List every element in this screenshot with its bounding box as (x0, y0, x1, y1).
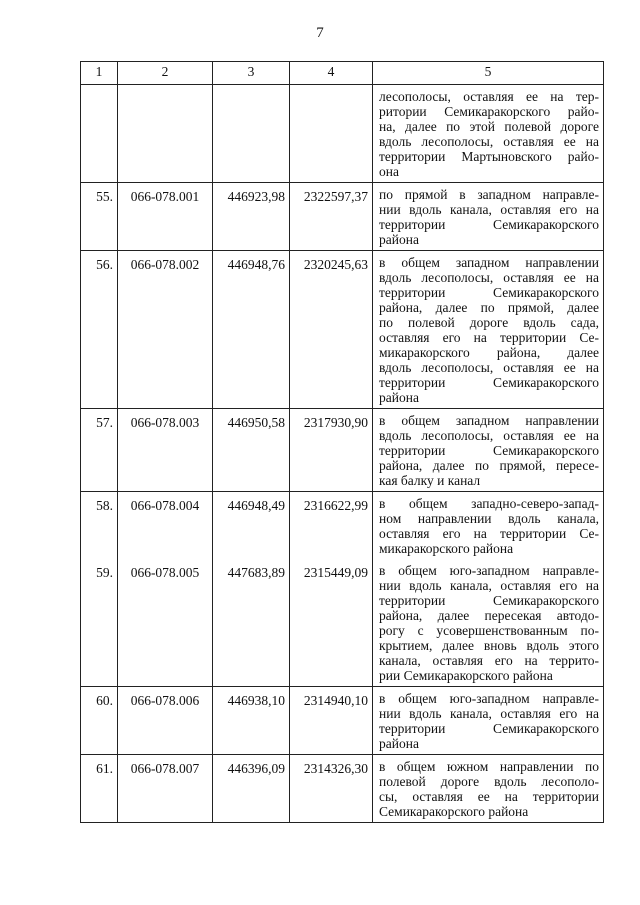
description-cell (373, 559, 604, 687)
description-line: вдоль лесополосы, оставляя ее на (379, 134, 599, 149)
page-number: 7 (316, 25, 324, 41)
description-line: в общем западном направлении (379, 255, 599, 270)
description-line: в общем юго-западном направле- (379, 563, 599, 578)
description-line: территории Семикаракорского (379, 285, 599, 300)
description-line: Семикаракорского района (379, 804, 529, 819)
description-line: района (379, 736, 419, 751)
column-header: 4 (290, 62, 373, 85)
table-row (81, 755, 604, 823)
table-row (81, 559, 604, 687)
coordinate-x-cell: 447683,89 (213, 559, 290, 687)
coordinate-y-cell: 2314940,10 (290, 687, 373, 755)
table-row (81, 409, 604, 492)
coordinate-y-cell (290, 85, 373, 183)
row-number-cell: 60. (81, 687, 118, 755)
table-row (81, 85, 604, 183)
description-cell (373, 251, 604, 409)
column-header: 1 (81, 62, 118, 85)
description-line: вдоль лесополосы, оставляя ее на (379, 360, 599, 375)
description-line: лесополосы, оставляя ее на тер- (379, 89, 599, 104)
description-line: микаракорского района (379, 541, 514, 556)
coordinate-x-cell: 446950,58 (213, 409, 290, 492)
description-line: кая балку и канал (379, 473, 481, 488)
coordinate-x-cell: 446948,49 (213, 492, 290, 560)
description-line: вдоль лесополосы, оставляя ее на (379, 270, 599, 285)
table-row (81, 251, 604, 409)
row-number-cell: 58. (81, 492, 118, 560)
table-row (81, 183, 604, 251)
description-line: оставляя его на территории Се- (379, 526, 599, 541)
description-line: в общем юго-западном направле- (379, 691, 599, 706)
description-line: микаракорского района, далее (379, 345, 599, 360)
row-number-cell: 61. (81, 755, 118, 823)
description-line: вдоль лесополосы, оставляя ее на (379, 428, 599, 443)
coordinate-y-cell: 2314326,30 (290, 755, 373, 823)
description-line: по прямой в западном направле- (379, 187, 599, 202)
description-line: территории Семикаракорского (379, 375, 599, 390)
coordinate-y-cell: 2317930,90 (290, 409, 373, 492)
column-header: 5 (373, 62, 604, 85)
table-row (81, 492, 604, 560)
description-cell (373, 687, 604, 755)
coordinate-y-cell: 2315449,09 (290, 559, 373, 687)
point-code-cell: 066-078.002 (118, 251, 213, 409)
point-code-cell: 066-078.003 (118, 409, 213, 492)
description-line: рии Семикаракорского района (379, 668, 553, 683)
description-line: она (379, 164, 399, 179)
coordinate-x-cell: 446923,98 (213, 183, 290, 251)
point-code-cell: 066-078.004 (118, 492, 213, 560)
column-header: 2 (118, 62, 213, 85)
coordinate-y-cell: 2320245,63 (290, 251, 373, 409)
row-number-cell: 57. (81, 409, 118, 492)
row-number-cell: 59. (81, 559, 118, 687)
description-cell (373, 409, 604, 492)
coordinate-y-cell: 2316622,99 (290, 492, 373, 560)
description-cell (373, 183, 604, 251)
description-line: оставляя его на территории Се- (379, 330, 599, 345)
point-code-cell: 066-078.005 (118, 559, 213, 687)
boundary-points-table (80, 61, 604, 823)
description-cell (373, 85, 604, 183)
description-line: территории Мартыновского райо- (379, 149, 599, 164)
description-line: территории Семикаракорского (379, 593, 599, 608)
description-line: по полевой дороге вдоль сада, (379, 315, 599, 330)
row-number-cell: 55. (81, 183, 118, 251)
coordinate-x-cell: 446948,76 (213, 251, 290, 409)
description-line: на, далее по этой полевой дороге (379, 119, 599, 134)
description-line: района (379, 232, 419, 247)
description-line: полевой дороге вдоль лесополо- (379, 774, 599, 789)
coordinate-x-cell (213, 85, 290, 183)
table-row (81, 687, 604, 755)
description-cell (373, 755, 604, 823)
row-number-cell: 56. (81, 251, 118, 409)
point-code-cell: 066-078.001 (118, 183, 213, 251)
description-line: района, далее пересекая автодо- (379, 608, 599, 623)
description-line: территории Семикаракорского (379, 721, 599, 736)
point-code-cell: 066-078.006 (118, 687, 213, 755)
row-number-cell (81, 85, 118, 183)
description-line: сы, оставляя ее на территории (379, 789, 599, 804)
description-line: крытием, далее вновь вдоль этого (379, 638, 599, 653)
description-line: в общем южном направлении по (379, 759, 599, 774)
point-code-cell: 066-078.007 (118, 755, 213, 823)
description-line: нии вдоль канала, оставляя его на (379, 706, 599, 721)
description-line: территории Семикаракорского (379, 443, 599, 458)
description-line: ритории Семикаракорского райо- (379, 104, 599, 119)
description-line: района, далее по прямой, далее (379, 300, 599, 315)
description-line: в общем западном направлении (379, 413, 599, 428)
description-line: территории Семикаракорского (379, 217, 599, 232)
description-line: нии вдоль канала, оставляя его на (379, 578, 599, 593)
description-line: в общем западно-северо-запад- (379, 496, 599, 511)
point-code-cell (118, 85, 213, 183)
coordinate-x-cell: 446396,09 (213, 755, 290, 823)
column-header: 3 (213, 62, 290, 85)
table-header-row (81, 62, 604, 85)
description-line: нии вдоль канала, оставляя его на (379, 202, 599, 217)
description-line: ном направлении вдоль канала, (379, 511, 599, 526)
description-line: района, далее по прямой, пересе- (379, 458, 599, 473)
description-line: канала, оставляя его на террито- (379, 653, 599, 668)
description-line: рогу с усовершенствованным по- (379, 623, 599, 638)
coordinate-y-cell: 2322597,37 (290, 183, 373, 251)
coordinate-x-cell: 446938,10 (213, 687, 290, 755)
description-cell (373, 492, 604, 560)
description-line: района (379, 390, 419, 405)
